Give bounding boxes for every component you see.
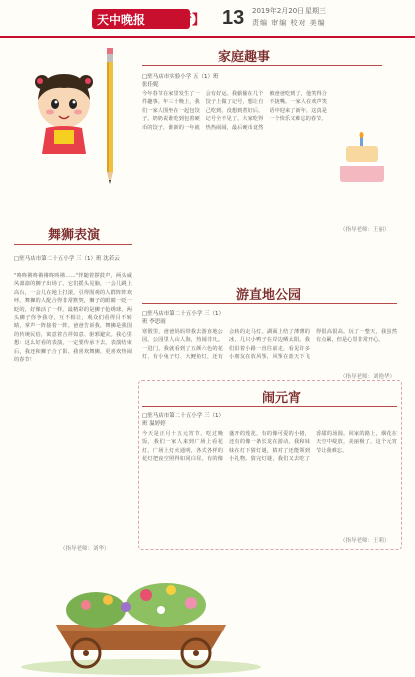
article-home: 今年春节在家里发生了一件趣事。年三十晚上，我们一家人围坐在一起包饺子。奶奶说谁吃到包着硬币的饺子，谁新的一年就会有好运。我偷偷在几个饺子上做了记号，想让自己吃到。没想到煮好后，记号全不见了。大家吃得热热闹闹，最后硬币竟然被爸爸吃到了，他笑得合不拢嘴。一家人在欢声笑语中迎来了新年，这真是一个快乐又难忘的春节。	[142, 91, 327, 131]
section-rule-lion-dance	[14, 244, 132, 245]
cake-illustration	[332, 130, 392, 190]
teacher-park: （指导老师：刘艳华）	[340, 374, 396, 380]
byline-lantern: □驻马店市第二十五小学 三（1）班 温婷婷	[142, 413, 222, 427]
byline-park: □驻马店市第二十五小学 三（1）班 李思雨	[142, 311, 222, 325]
section-rule-park	[142, 303, 397, 304]
lantern-article-frame	[138, 380, 402, 550]
teacher-home: （指导老师：王丽）	[340, 227, 390, 233]
section-title-lion-dance: 舞狮表演	[48, 228, 101, 243]
section-title-park: 游直地公园	[236, 288, 302, 303]
section-rule-home	[142, 65, 382, 66]
pencil-illustration	[100, 42, 120, 187]
byline-lion-dance: □驻马店市第二十五小学 三（1）班 沈若云	[14, 256, 120, 262]
byline-home: □驻马店市实验小学 五（1）班 张佳妮	[142, 74, 219, 88]
editor-credits: 责编 审编 校对 美编	[252, 19, 326, 27]
article-lantern: 今天是正月十五元宵节，吃过晚饭，我们一家人来到广场上看花灯。广场上灯火通明，各式各样的花灯把夜空照得如同白昼。有的像盛开的莲花，有的像可爱的小猪，还有的像一条长龙在游动。我和妹妹在灯下猜灯谜，猜对了还能领到小礼物。猜完灯谜，我们又去吃了香甜的汤圆。回家的路上，烟花在天空中绽放，美丽极了。这个元宵节让我难忘。	[142, 431, 397, 463]
child-cartoon	[28, 68, 100, 154]
logo-text: 天中晚报	[97, 13, 146, 27]
teacher-lion-dance: （指导老师：刘华）	[60, 546, 110, 552]
article-lion-dance: "咚咚锵咚锵锵咚咚锵……"伴随着锣鼓声，两头威风凛凛的狮子出场了。它们摇头晃脑，一会儿跳上高台，一会儿在地上打滚，引得围观的人群阵阵欢呼。舞狮的人配合得非常默契，狮子的眼睛一眨一眨的，好像活了一样。最精彩的是狮子抢绣球，两头狮子你争我夺，互不相让，观众们看得目不转睛，掌声一阵接着一阵。爸爸告诉我，舞狮是我国的传统民俗，寓意着吉祥如意、驱邪避灾。我心里想：这么好看的表演，一定要传承下去。表演结束后，我还和狮子合了影。我喜欢舞狮，更喜欢热闹的春节！	[14, 273, 132, 364]
column-name: 【小记者】	[140, 13, 206, 28]
masthead	[0, 0, 415, 38]
issue-weekday: 星期三	[305, 7, 326, 15]
issue-date: 2019年2月20日	[252, 7, 305, 15]
article-park: 寒假里，爸爸妈妈带我去游直地公园。公园里人山人海，热闹非凡。一进门，我就看到了五颜六色的花灯，有小兔子灯、大鲤鱼灯，还有会转的走马灯。湖面上结了薄薄的冰，几只小鸭子在岸边晒太阳。我们沿着小路一直往前走，看见许多小朋友在放风筝，风筝在蓝天下飞得很高很高。玩了一整天，我虽然有点累，但是心里非常开心。	[142, 329, 397, 361]
page-number: 13	[222, 7, 245, 29]
teacher-lantern: （指导老师：王莉）	[340, 538, 390, 544]
section-title-lantern: 闹元宵	[262, 391, 302, 406]
section-title-home: 家庭趣事	[218, 50, 271, 65]
flower-cart-illustration	[16, 555, 266, 675]
